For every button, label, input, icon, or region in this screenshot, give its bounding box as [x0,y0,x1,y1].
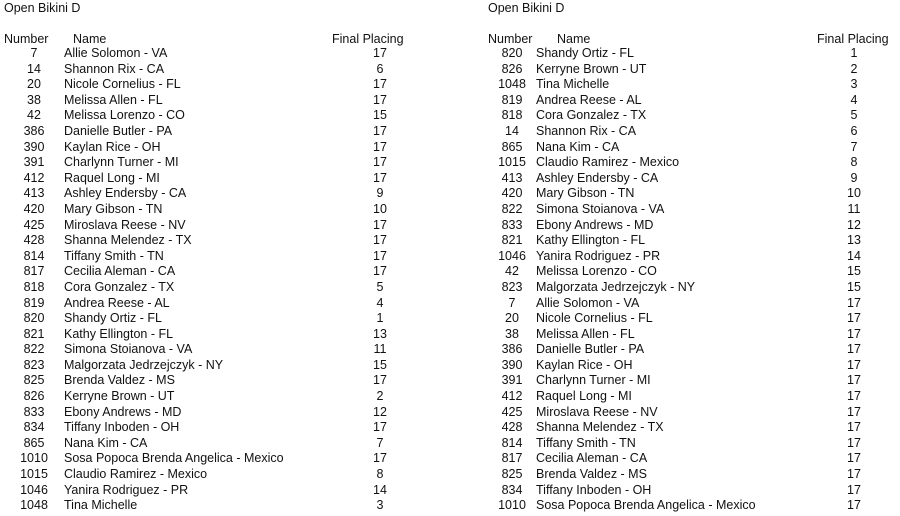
competitor-number: 1046 [498,248,526,263]
final-placing: 15 [847,264,861,279]
competitor-number: 412 [501,389,523,404]
final-placing: 9 [850,170,858,185]
table-row [488,46,885,62]
final-placing: 17 [847,357,861,372]
final-placing: 11 [373,342,387,357]
competitor-name: Brenda Valdez - MS [536,467,647,482]
final-placing: 17 [373,123,387,138]
competitor-name: Tiffany Smith - TN [536,435,636,450]
table-row [4,140,421,156]
final-placing: 17 [373,46,387,60]
table-row [488,186,885,202]
competitor-name: Simona Stoianova - VA [64,342,193,357]
competitor-name: Simona Stoianova - VA [536,201,665,216]
competitor-number: 865 [23,435,45,450]
competitor-number: 814 [501,435,523,450]
final-placing: 17 [373,139,387,154]
final-placing: 17 [847,295,861,310]
competitor-number: 819 [23,295,45,310]
competitor-number: 386 [501,342,523,357]
competitor-name: Tiffany Smith - TN [64,248,164,263]
competitor-name: Melissa Allen - FL [64,92,163,107]
table-row [4,280,421,296]
table-row [488,93,885,109]
right-header-placing: Final Placing [817,32,889,46]
final-placing: 17 [847,498,861,513]
right-header-name: Name [557,32,591,46]
table-row [4,93,421,109]
final-placing: 15 [847,279,861,294]
final-placing: 12 [373,404,387,419]
competitor-name: Miroslava Reese - NV [64,217,186,232]
table-row [488,405,885,421]
final-placing: 4 [850,92,858,107]
competitor-name: Shannon Rix - CA [536,123,637,138]
competitor-number: 14 [505,123,519,138]
table-row [488,327,885,343]
competitor-number: 20 [505,311,519,326]
table-row [488,202,885,218]
competitor-number: 1048 [20,498,48,513]
competitor-number: 822 [23,342,45,357]
competitor-number: 833 [23,404,45,419]
competitor-number: 428 [501,420,523,435]
table-row [4,311,421,327]
competitor-name: Shannon Rix - CA [64,61,165,76]
final-placing: 17 [847,451,861,466]
table-row [4,202,421,218]
competitor-number: 420 [501,186,523,201]
competitor-number: 1015 [20,467,48,482]
table-row [4,405,421,421]
competitor-number: 391 [23,155,45,170]
final-placing: 14 [847,248,861,263]
table-row [488,311,885,327]
final-placing: 17 [373,155,387,170]
table-row [4,124,421,140]
final-placing: 17 [373,248,387,263]
competitor-name: Raquel Long - MI [536,389,632,404]
competitor-number: 7 [508,295,516,310]
final-placing: 17 [373,451,387,466]
competitor-name: Brenda Valdez - MS [64,373,175,388]
competitor-name: Cecilia Aleman - CA [64,264,176,279]
right-panel-title: Open Bikini D [488,1,565,15]
competitor-number: 420 [23,201,45,216]
table-row [488,218,885,234]
competitor-name: Mary Gibson - TN [536,186,635,201]
table-row [4,249,421,265]
competitor-name: Mary Gibson - TN [64,201,163,216]
competitor-number: 1010 [498,498,526,513]
table-row [488,358,885,374]
competitor-name: Ebony Andrews - MD [64,404,182,419]
final-placing: 17 [373,77,387,92]
competitor-number: 425 [501,404,523,419]
table-row [488,264,885,280]
table-row [4,420,421,436]
competitor-name: Kathy Ellington - FL [536,233,646,248]
competitor-number: 1048 [498,77,526,92]
competitor-number: 817 [501,451,523,466]
left-header-number: Number [4,32,49,46]
competitor-number: 817 [23,264,45,279]
final-placing: 11 [847,201,861,216]
competitor-name: Sosa Popoca Brenda Angelica - Mexico [64,451,284,466]
final-placing: 3 [850,77,858,92]
final-placing: 8 [376,467,384,482]
competitor-name: Raquel Long - MI [64,170,160,185]
competitor-number: 20 [27,77,41,92]
competitor-name: Ashley Endersby - CA [536,170,659,185]
table-row [4,327,421,343]
table-row [4,296,421,312]
competitor-number: 823 [501,279,523,294]
competitor-number: 865 [501,139,523,154]
competitor-number: 821 [23,326,45,341]
competitor-number: 413 [501,170,523,185]
table-row [488,280,885,296]
competitor-name: Malgorzata Jedrzejczyk - NY [64,357,224,372]
final-placing: 17 [847,326,861,341]
competitor-name: Cora Gonzalez - TX [64,279,175,294]
right-results-table [488,46,885,514]
final-placing: 13 [847,233,861,248]
table-row [4,451,421,467]
table-row [488,389,885,405]
table-row [488,77,885,93]
table-row [4,77,421,93]
final-placing: 5 [376,279,384,294]
final-placing: 17 [373,420,387,435]
competitor-number: 821 [501,233,523,248]
competitor-number: 428 [23,233,45,248]
table-row [488,451,885,467]
table-row [488,342,885,358]
final-placing: 17 [847,342,861,357]
competitor-number: 825 [501,467,523,482]
competitor-name: Yanira Rodriguez - PR [64,482,189,497]
final-placing: 6 [376,61,384,76]
table-row [4,467,421,483]
final-placing: 17 [373,233,387,248]
final-placing: 8 [850,155,858,170]
table-row [4,108,421,124]
final-placing: 17 [373,264,387,279]
table-row [488,140,885,156]
table-row [488,233,885,249]
competitor-number: 1010 [20,451,48,466]
competitor-number: 386 [23,123,45,138]
competitor-name: Tina Michelle [64,498,138,513]
competitor-name: Nana Kim - CA [536,139,620,154]
final-placing: 7 [376,435,384,450]
final-placing: 1 [376,311,384,326]
table-row [4,483,421,499]
final-placing: 17 [847,404,861,419]
competitor-number: 42 [505,264,519,279]
table-row [4,218,421,234]
final-placing: 3 [376,498,384,513]
table-row [488,249,885,265]
competitor-name: Allie Solomon - VA [536,295,640,310]
table-row [488,373,885,389]
table-row [488,420,885,436]
competitor-name: Yanira Rodriguez - PR [536,248,661,263]
competitor-name: Miroslava Reese - NV [536,404,658,419]
final-placing: 17 [373,92,387,107]
left-panel-title: Open Bikini D [4,1,81,15]
competitor-name: Tiffany Inboden - OH [536,482,652,497]
table-row [488,62,885,78]
table-row [4,46,421,62]
final-placing: 10 [373,201,387,216]
competitor-name: Nicole Cornelius - FL [536,311,653,326]
final-placing: 17 [847,389,861,404]
competitor-number: 820 [23,311,45,326]
competitor-name: Cora Gonzalez - TX [536,108,647,123]
table-row [488,124,885,140]
competitor-name: Kaylan Rice - OH [64,139,161,154]
final-placing: 7 [850,139,858,154]
table-row [4,373,421,389]
final-placing: 17 [847,311,861,326]
competitor-name: Tiffany Inboden - OH [64,420,180,435]
final-placing: 12 [847,217,861,232]
competitor-number: 390 [23,139,45,154]
competitor-number: 391 [501,373,523,388]
table-row [4,358,421,374]
table-row [4,498,421,514]
competitor-number: 820 [501,46,523,60]
competitor-name: Charlynn Turner - MI [536,373,651,388]
competitor-number: 826 [23,389,45,404]
final-placing: 1 [850,46,858,60]
competitor-name: Nicole Cornelius - FL [64,77,181,92]
table-row [4,171,421,187]
final-placing: 17 [847,420,861,435]
competitor-number: 1015 [498,155,526,170]
competitor-name: Cecilia Aleman - CA [536,451,648,466]
table-row [488,467,885,483]
competitor-name: Shanna Melendez - TX [536,420,664,435]
competitor-number: 1046 [20,482,48,497]
competitor-name: Kaylan Rice - OH [536,357,633,372]
final-placing: 2 [376,389,384,404]
competitor-number: 834 [501,482,523,497]
table-row [4,62,421,78]
final-placing: 13 [373,326,387,341]
competitor-name: Shandy Ortiz - FL [64,311,162,326]
competitor-name: Andrea Reese - AL [64,295,170,310]
table-row [488,483,885,499]
table-row [488,436,885,452]
right-header-number: Number [488,32,533,46]
competitor-number: 819 [501,92,523,107]
competitor-name: Danielle Butler - PA [64,123,173,138]
final-placing: 5 [850,108,858,123]
competitor-name: Kerryne Brown - UT [64,389,175,404]
final-placing: 2 [850,61,858,76]
table-row [4,264,421,280]
final-placing: 14 [373,482,387,497]
final-placing: 17 [847,482,861,497]
final-placing: 9 [376,186,384,201]
competitor-name: Claudio Ramirez - Mexico [536,155,680,170]
competitor-name: Shandy Ortiz - FL [536,46,634,60]
competitor-name: Kerryne Brown - UT [536,61,647,76]
competitor-name: Kathy Ellington - FL [64,326,174,341]
competitor-number: 412 [23,170,45,185]
table-row [4,155,421,171]
competitor-number: 7 [30,46,38,60]
table-row [488,296,885,312]
competitor-number: 38 [27,92,41,107]
competitor-name: Allie Solomon - VA [64,46,168,60]
table-row [488,155,885,171]
competitor-number: 825 [23,373,45,388]
competitor-number: 814 [23,248,45,263]
competitor-name: Andrea Reese - AL [536,92,642,107]
left-header-name: Name [73,32,107,46]
competitor-number: 14 [27,61,41,76]
competitor-number: 818 [501,108,523,123]
final-placing: 17 [847,467,861,482]
competitor-name: Shanna Melendez - TX [64,233,192,248]
final-placing: 17 [373,217,387,232]
competitor-name: Melissa Lorenzo - CO [64,108,185,123]
final-placing: 10 [847,186,861,201]
competitor-name: Claudio Ramirez - Mexico [64,467,208,482]
competitor-name: Ashley Endersby - CA [64,186,187,201]
competitor-name: Ebony Andrews - MD [536,217,654,232]
competitor-name: Nana Kim - CA [64,435,148,450]
final-placing: 17 [847,373,861,388]
competitor-name: Melissa Lorenzo - CO [536,264,657,279]
competitor-number: 818 [23,279,45,294]
table-row [4,389,421,405]
competitor-name: Charlynn Turner - MI [64,155,179,170]
final-placing: 17 [373,170,387,185]
table-row [4,342,421,358]
competitor-name: Sosa Popoca Brenda Angelica - Mexico [536,498,756,513]
final-placing: 15 [373,108,387,123]
left-results-table [4,46,421,514]
final-placing: 15 [373,357,387,372]
final-placing: 6 [850,123,858,138]
competitor-number: 413 [23,186,45,201]
competitor-number: 38 [505,326,519,341]
competitor-name: Danielle Butler - PA [536,342,645,357]
competitor-number: 826 [501,61,523,76]
table-row [488,171,885,187]
competitor-name: Malgorzata Jedrzejczyk - NY [536,279,696,294]
final-placing: 17 [373,373,387,388]
competitor-name: Melissa Allen - FL [536,326,635,341]
competitor-number: 823 [23,357,45,372]
competitor-number: 833 [501,217,523,232]
competitor-name: Tina Michelle [536,77,610,92]
table-row [4,186,421,202]
table-row [488,498,885,514]
table-row [4,233,421,249]
competitor-number: 425 [23,217,45,232]
table-row [488,108,885,124]
competitor-number: 390 [501,357,523,372]
table-row [4,436,421,452]
left-header-placing: Final Placing [332,32,404,46]
final-placing: 17 [847,435,861,450]
competitor-number: 42 [27,108,41,123]
competitor-number: 822 [501,201,523,216]
final-placing: 4 [376,295,384,310]
competitor-number: 834 [23,420,45,435]
